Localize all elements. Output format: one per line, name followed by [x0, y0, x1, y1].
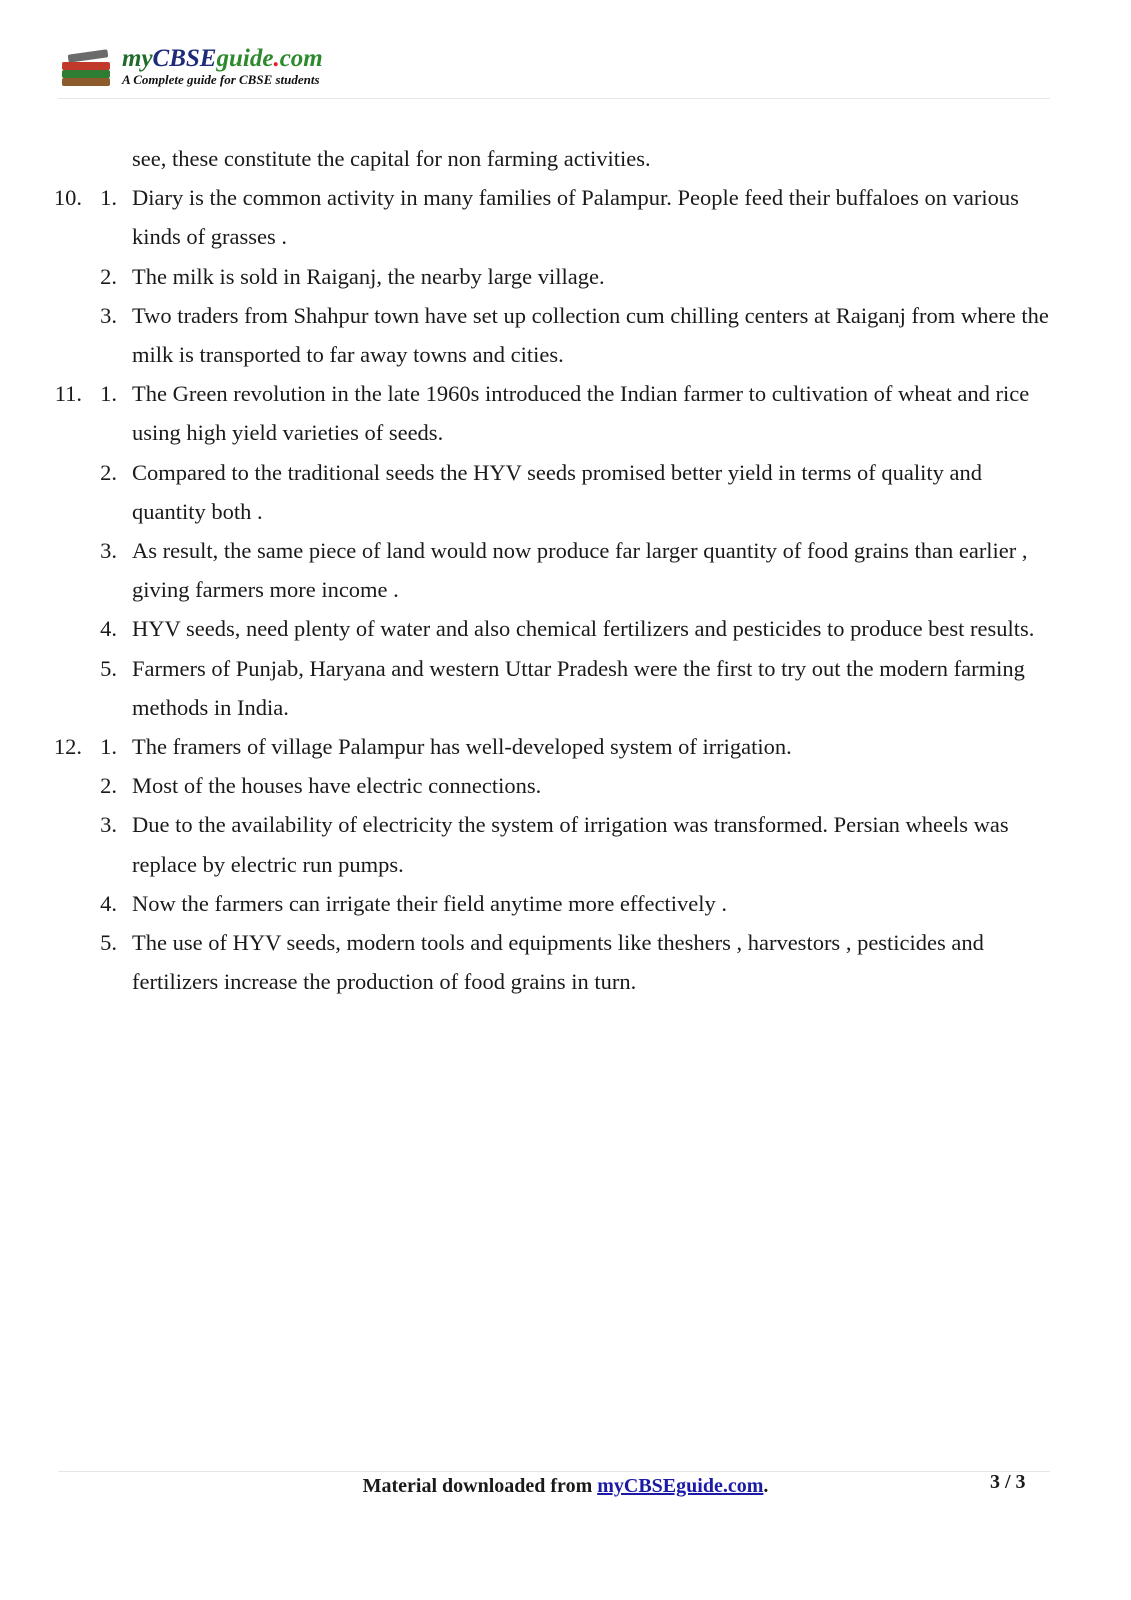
item-text: Two traders from Shahpur town have set up collection cum chilling centers at Raiganj from where the milk is transported to far away towns and cities. — [132, 302, 1049, 368]
list-item — [50, 453, 1050, 531]
page-header — [58, 40, 1050, 99]
item-text: Due to the availability of electricity the system of irrigation was transformed. Persian wheels was replace by electric run pumps. — [132, 812, 1009, 877]
item-number: 4. — [100, 890, 117, 916]
item-number: 2. — [100, 773, 117, 799]
list-item — [50, 923, 1050, 1001]
question-block — [50, 178, 1050, 374]
question-block — [50, 727, 1050, 1001]
item-number: 3. — [100, 302, 117, 328]
logo-text: myCBSEguide.com — [122, 45, 323, 72]
list-item — [50, 609, 1050, 648]
item-number: 2. — [100, 459, 117, 485]
footer-link[interactable]: myCBSEguide.com — [597, 1475, 764, 1497]
question-number: 12. — [53, 734, 82, 760]
item-number: 1. — [100, 381, 117, 407]
item-text: HYV seeds, need plenty of water and also chemical fertilizers and pesticides to produce best results. — [132, 616, 1035, 642]
page-number: 3 / 3 — [990, 1471, 1026, 1493]
item-text: The Green revolution in the late 1960s introduced the Indian farmer to cultivation of wheat and rice using high yield varieties of seeds. — [132, 381, 1030, 446]
logo-tagline: A Complete guide for CBSE students — [122, 72, 320, 87]
list-item — [50, 649, 1050, 727]
item-number: 4. — [100, 616, 117, 642]
item-text: Diary is the common activity in many families of Palampur. People feed their buffaloes on various kinds of grasses . — [132, 185, 1019, 250]
question-number: 11. — [54, 381, 82, 407]
list-item — [50, 805, 1050, 883]
list-item — [50, 257, 1050, 296]
item-text: The framers of village Palampur has well-developed system of irrigation. — [132, 734, 792, 760]
item-text: Compared to the traditional seeds the HYV seeds promised better yield in terms of quality and quantity both . — [132, 459, 983, 524]
list-item — [50, 727, 1050, 766]
answer-content — [50, 139, 1050, 1001]
item-number: 3. — [100, 812, 117, 838]
item-number: 1. — [100, 734, 117, 760]
list-item — [50, 374, 1050, 452]
item-text: The milk is sold in Raiganj, the nearby large village. — [132, 263, 605, 289]
item-number: 1. — [100, 185, 117, 211]
item-number: 2. — [100, 263, 117, 289]
item-number: 3. — [100, 538, 117, 564]
continuation-text: see, these constitute the capital for non farming activities. — [132, 146, 651, 171]
footer-suffix: . — [763, 1475, 769, 1497]
item-number: 5. — [100, 930, 117, 956]
list-item — [50, 531, 1050, 609]
list-item — [50, 884, 1050, 923]
question-block — [50, 374, 1050, 727]
question-list — [50, 178, 1050, 1001]
footer — [0, 1475, 1131, 1498]
list-item — [50, 766, 1050, 805]
list-item — [50, 178, 1050, 256]
item-text: Most of the houses have electric connections. — [132, 773, 542, 799]
question-number: 10. — [53, 185, 82, 211]
item-text: The use of HYV seeds, modern tools and equipments like theshers , harvestors , pesticides and fertilizers increase the production of food grains in turn. — [132, 930, 984, 995]
item-text: As result, the same piece of land would now produce far larger quantity of food grains than earlier , giving farmers more income . — [132, 538, 1028, 603]
mycbseguide-logo — [58, 44, 323, 88]
item-text: Now the farmers can irrigate their field anytime more effectively . — [132, 890, 727, 916]
footer-prefix: Material downloaded from — [362, 1475, 598, 1497]
item-text: Farmers of Punjab, Haryana and western Uttar Pradesh were the first to try out the modern farming methods in India. — [132, 655, 1025, 720]
list-item — [50, 296, 1050, 374]
books-icon — [58, 44, 116, 88]
footer-divider — [58, 1471, 1050, 1472]
item-number: 5. — [100, 655, 117, 681]
